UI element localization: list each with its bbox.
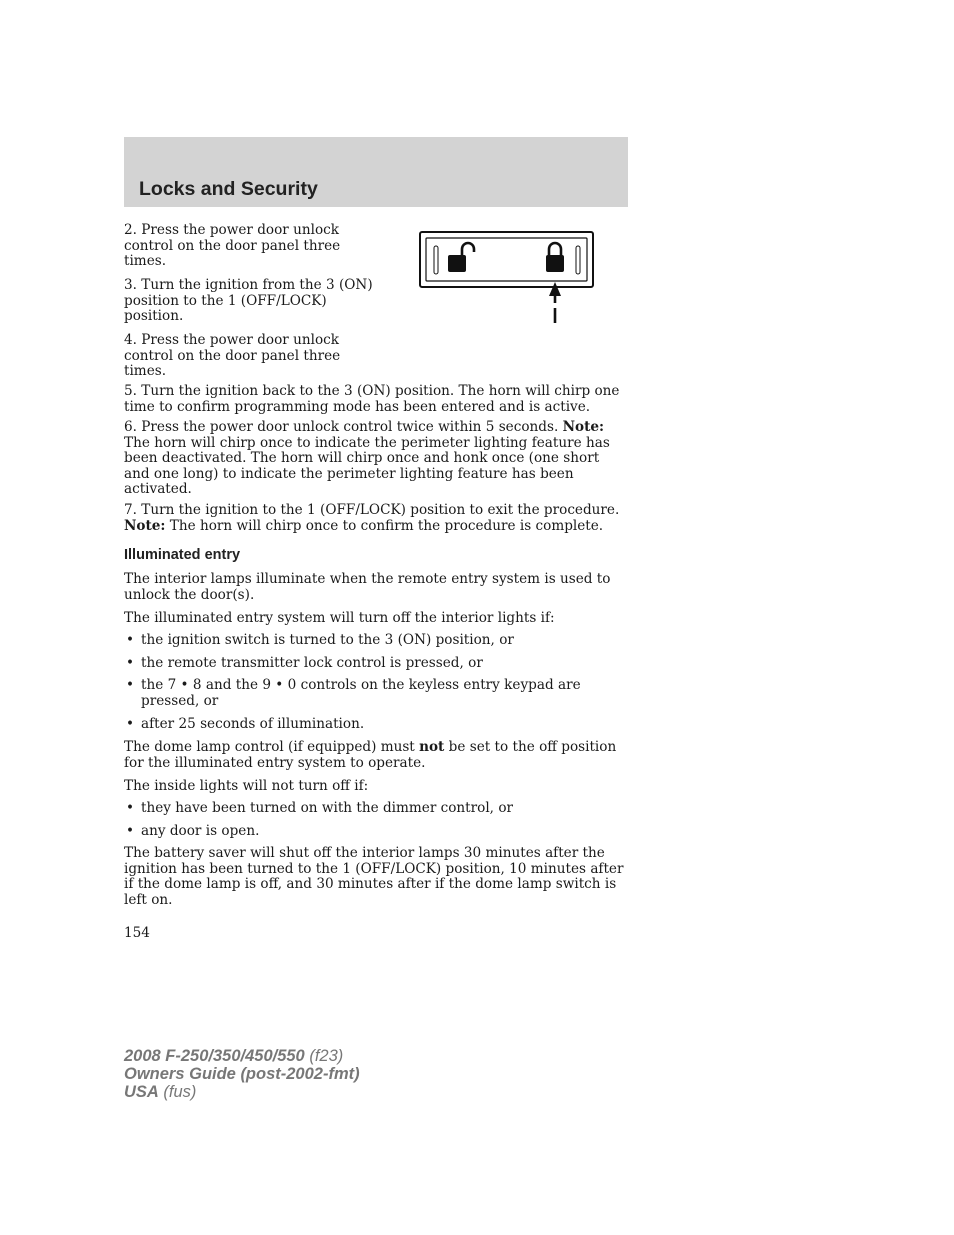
step-2: 2. Press the power door unlock control on the door panel three times. [124,222,341,270]
arrow-up-icon [549,282,561,323]
illuminated-paragraph-3 [124,740,629,771]
section-header-band [124,137,628,207]
list-item-text: the remote transmitter lock control is pressed, or [141,655,483,671]
step-5: 5. Turn the ignition back to the 3 (ON) position. The horn will chirp one time to confirm programming mode has been entered and is active. [124,383,620,415]
step-7-text: 7. Turn the ignition to the 1 (OFF/LOCK) position to exit the procedure. [124,502,620,518]
list-item [124,717,629,733]
bullet-dot: • [126,632,135,648]
subsection-heading: Illuminated entry [124,547,241,563]
footer-line-3 [124,1083,360,1101]
step-6-note-text: The horn will chirp once to indicate the perimeter lighting feature has been deactivated. The horn will chirp once and honk once (one short and one long) to indicate the perimeter lighting feature has been activated. [124,434,610,498]
list-item [124,633,629,649]
list-item [124,656,629,672]
list-item [124,678,629,709]
lock-switch-diagram [418,230,596,326]
section-title: Locks and Security [139,178,318,200]
step-3: 3. Turn the ignition from the 3 (ON) position to the 1 (OFF/LOCK) position. [124,277,373,325]
list-item [124,801,629,817]
footer-market: USA [124,1083,159,1101]
bullet-dot: • [126,800,135,816]
document-footer [124,1047,360,1101]
footer-line-1 [124,1047,360,1065]
step-6-note-label: Note: [562,419,605,435]
paragraph-3-text-b: be set to the off position for the illuminated entry system to operate. [124,739,617,771]
list-item-text: the 7 • 8 and the 9 • 0 controls on the keyless entry keypad are pressed, or [141,677,581,709]
illuminated-paragraph-5: The battery saver will shut off the interior lamps 30 minutes after the ignition has been turned to the 1 (OFF/LOCK) position, 10 minutes after if the dome lamp is off, and 30 minutes after if the dome lamp switch is left on. [124,845,624,908]
list-item-text: the ignition switch is turned to the 3 (ON) position, or [141,632,514,648]
footer-market-code: (fus) [158,1083,197,1101]
page-number: 154 [124,925,150,941]
list-item-text: after 25 seconds of illumination. [141,716,365,732]
illuminated-paragraph-1: The interior lamps illuminate when the remote entry system is used to unlock the door(s). [124,571,611,603]
step-7 [124,503,629,534]
illuminated-paragraph-4: The inside lights will not turn off if: [124,778,369,794]
step-4: 4. Press the power door unlock control on the door panel three times. [124,332,341,380]
list-item-text: any door is open. [141,823,260,839]
bullet-dot: • [126,823,135,839]
bullet-dot: • [126,716,135,732]
lock-control-figure [418,230,596,326]
list-item-text: they have been turned on with the dimmer control, or [141,800,514,816]
step-6 [124,420,629,498]
footer-model-code: (f23) [304,1047,344,1065]
bullet-dot: • [126,655,135,671]
paragraph-3-text-a: The dome lamp control (if equipped) must [124,739,420,755]
footer-model: 2008 F-250/350/450/550 [124,1047,305,1065]
list-item [124,824,629,840]
bullet-dot: • [126,677,135,693]
step-6-text: 6. Press the power door unlock control twice within 5 seconds. [124,419,563,435]
illuminated-paragraph-2: The illuminated entry system will turn off the interior lights if: [124,610,555,626]
step-7-note-label: Note: [124,517,166,534]
footer-line-2: Owners Guide (post-2002-fmt) [124,1065,360,1083]
step-7-note-text: The horn will chirp once to confirm the procedure is complete. [165,517,604,534]
paragraph-3-bold: not [419,739,445,755]
